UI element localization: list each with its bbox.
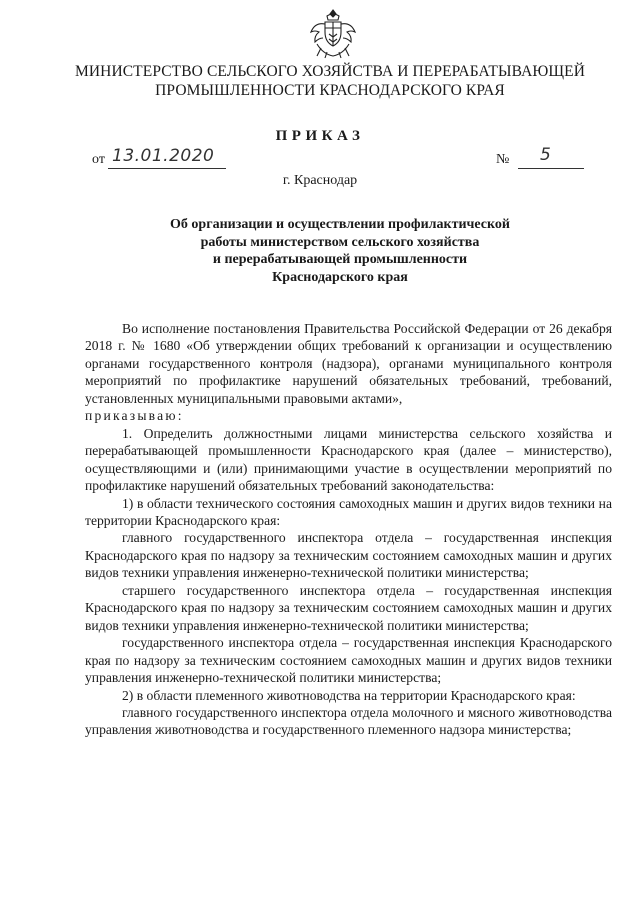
item-1-1-a: главного государственного инспектора отдела – государственная инспекция Краснодарского края по надзору за техническим состоянием самоходных машин и других видов техники управления инженерно-технической политики министерства;	[85, 530, 612, 581]
item-1-2: 2) в области племенного животноводства на территории Краснодарского края:	[122, 687, 576, 703]
subject-line-2: работы министерством сельского хозяйства	[200, 234, 480, 250]
document-type: ПРИКАЗ	[275, 128, 365, 144]
subject-line-3: и перерабатывающей промышленности	[212, 252, 468, 267]
document-body	[85, 320, 612, 739]
intro-text: Во исполнение постановления Правительства Российской Федерации от 26 декабря 2018 г. № 1680 «Об утверждении общих требований к организации и осуществлению органами государственного контроля (надзора), органами муниципального контроля мероприятий по профилактике нарушений обязательных требований, требований, установленных муниципальными правовыми актами»,	[85, 321, 612, 406]
number-underline	[518, 168, 584, 169]
date-underline	[108, 168, 226, 169]
item-1-2-a: главного государственного инспектора отдела молочного и мясного животноводства управления животноводства и государственного племенного надзора министерства;	[85, 704, 612, 738]
order-word-paragraph	[85, 407, 612, 424]
city: г. Краснодар	[282, 173, 358, 188]
coat-of-arms-icon	[305, 6, 361, 62]
handwritten-date: 13.01.2020	[112, 146, 215, 166]
date-prefix: от	[92, 152, 105, 167]
item-1: 1. Определить должностными лицами министерства сельского хозяйства и перерабатывающей промышленности Краснодарского края (далее – министерство), осуществляющими и (или) принимающими участие в осуществлении мероприятий по профилактике нарушений обязательных требований законодательства:	[85, 425, 612, 494]
subject-line-1: Об организации и осуществлении профилактической	[170, 217, 510, 232]
ministry-line-1: МИНИСТЕРСТВО СЕЛЬСКОГО ХОЗЯЙСТВА И ПЕРЕРАБАТЫВАЮЩЕЙ	[74, 63, 585, 80]
subject-line-4: Краснодарского края	[272, 269, 408, 285]
intro-paragraph	[85, 320, 612, 407]
item-1-1-c: государственного инспектора отдела – государственная инспекция Краснодарского края по надзору за техническим состоянием самоходных машин и других видов техники управления инженерно-технической политики министерства;	[85, 635, 612, 686]
order-word: приказываю:	[85, 408, 184, 424]
ministry-line-2: ПРОМЫШЛЕННОСТИ КРАСНОДАРСКОГО КРАЯ	[155, 82, 505, 99]
number-prefix: №	[496, 152, 510, 167]
ministry-name	[60, 62, 600, 100]
document-subject	[150, 216, 530, 286]
item-1-1: 1) в области технического состояния самоходных машин и других видов техники на территории Краснодарского края:	[85, 495, 612, 528]
item-1-1-b: старшего государственного инспектора отдела – государственная инспекция Краснодарского края по надзору за техническим состоянием самоходных машин и других видов техники управления инженерно-технической политики министерства;	[85, 582, 612, 633]
handwritten-number: 5	[540, 145, 552, 165]
